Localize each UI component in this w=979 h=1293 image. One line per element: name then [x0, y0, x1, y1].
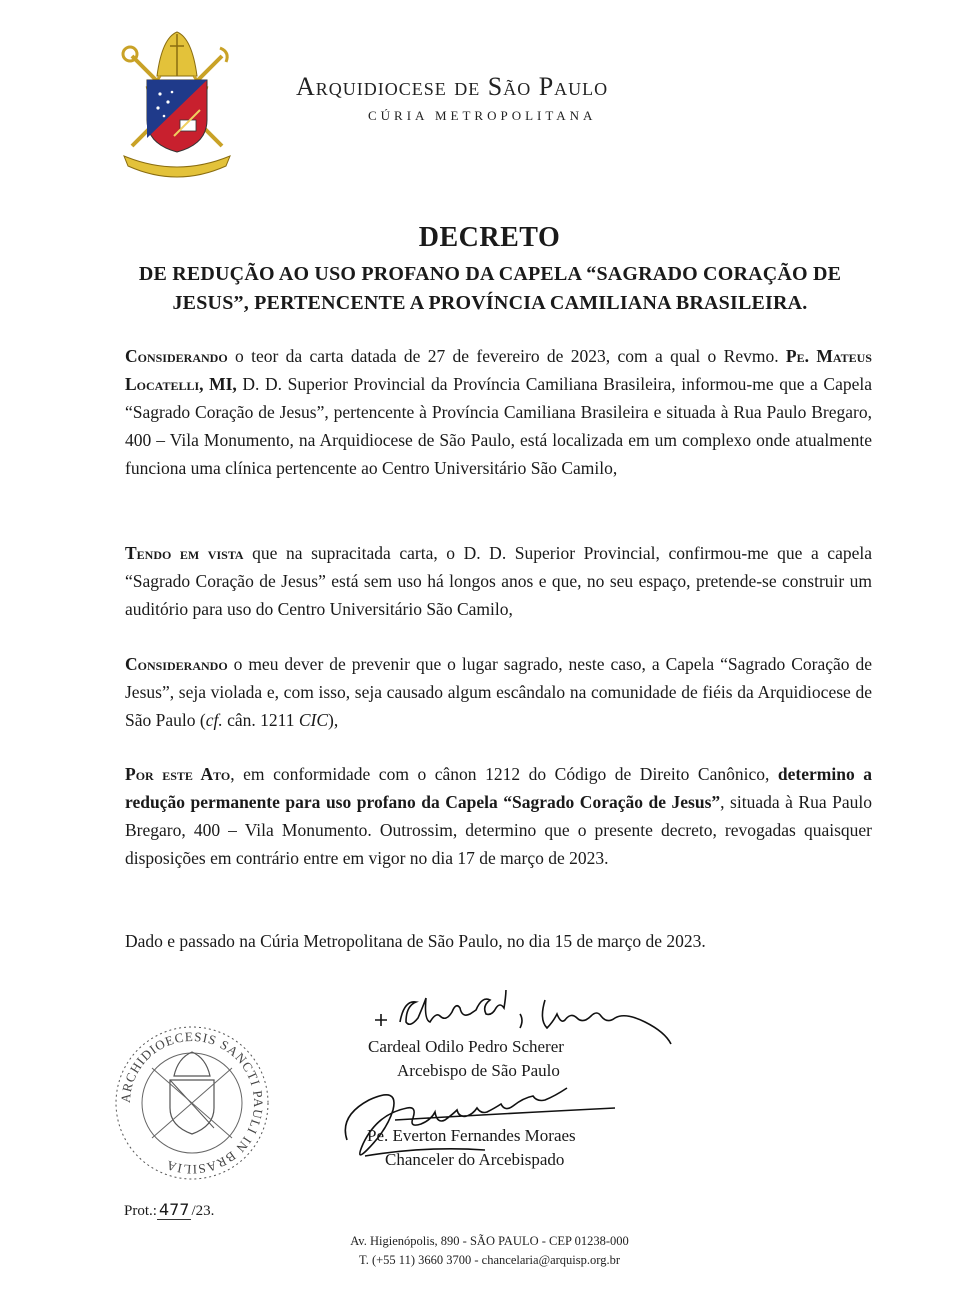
paragraph-lead: Considerando [125, 654, 228, 674]
signatory-1-name: Cardeal Odilo Pedro Scherer [368, 1037, 564, 1056]
signatory-2-name: Pe. Everton Fernandes Moraes [367, 1126, 576, 1145]
paragraph-considerando-2 [125, 650, 872, 734]
paragraph-lead: Tendo em vista [125, 543, 244, 563]
org-subtitle: CÚRIA METROPOLITANA [368, 108, 597, 123]
paragraph-lead: Por este Ato [125, 764, 231, 784]
cf-abbrev: cf. [205, 710, 223, 730]
paragraph-text: o teor da carta datada de 27 de fevereiro de 2023, com a qual o Revmo. [227, 346, 786, 366]
determination-text: determino a redução permanente para uso profano da Capela “Sagrado Coração de Jesus” [125, 764, 872, 812]
paragraph-text: o meu dever de prevenir que o lugar sagrado, neste caso, a Capela “Sagrado Coração de Jesus”, seja violada e, com isso, seja causado algum escândalo na comunidade de fiéis da Arquidiocese de São Paulo ( [125, 654, 872, 730]
protocol-label: Prot.: [124, 1203, 157, 1219]
protocol-handwritten-number: 477 [158, 1200, 190, 1219]
paragraph-text: ), [328, 710, 339, 730]
paragraph-considerando-1 [125, 342, 872, 482]
signatory-2-title: Chanceler do Arcebispado [385, 1150, 565, 1169]
org-title: Arquidiocese de São Paulo [296, 72, 609, 101]
cic-abbrev: CIC [298, 710, 329, 730]
protocol-number [124, 1200, 214, 1220]
decree-title: DECRETO [418, 222, 561, 253]
provincial-name: Pe. Mateus Locatelli, MI, [125, 346, 872, 394]
seal-text: ARCHIDIOECESIS SANCTI PAULI IN BRASILIA [117, 1028, 267, 1178]
footer-contact: T. (+55 11) 3660 3700 - chancelaria@arquisp.org.br [359, 1253, 620, 1267]
paragraph-dado-e-passado: Dado e passado na Cúria Metropolitana de São Paulo, no dia 15 de março de 2023. [125, 931, 706, 951]
signatory-1-title: Arcebispo de São Paulo [397, 1061, 560, 1080]
paragraph-text: D. D. Superior Provincial da Província Camiliana Brasileira, informou-me que a Capela “Sagrado Coração de Jesus”, pertencente à Província Camiliana Brasileira e situada à Rua Paulo Bregaro, 400 – Vila Monumento, na Arquidiocese de São Paulo, está localizada em um complexo onde atualmente funciona uma clínica pertencente ao Centro Universitário São Camilo, [125, 374, 873, 478]
paragraph-text: que na supracitada carta, o D. D. Superior Provincial, confirmou-me que a capela “Sagrado Coração de Jesus” está sem uso há longos anos e que, no seu espaço, pretende-se construir um auditório para uso do Centro Universitário São Camilo, [125, 543, 872, 619]
archdiocese-crest-icon [112, 28, 242, 178]
official-seal-icon [112, 1018, 272, 1188]
paragraph-text: , em conformidade com o cânon 1212 do Código de Direito Canônico, [230, 764, 778, 784]
paragraph-text: , situada à Rua Paulo Bregaro, 400 – Vila Monumento. Outrossim, determino que o presente decreto, revogadas quaisquer disposições em contrário entre em vigor no dia 17 de março de 2023. [125, 792, 873, 868]
paragraph-tendo-em-vista [125, 539, 872, 623]
paragraph-lead: Considerando [125, 346, 228, 366]
protocol-suffix: /23. [191, 1203, 215, 1219]
paragraph-text: cân. 1211 [222, 710, 299, 730]
footer-address: Av. Higienópolis, 890 - SÃO PAULO - CEP 01238-000 [350, 1234, 629, 1248]
paragraph-por-este-ato [125, 760, 872, 872]
decree-subtitle: DE REDUÇÃO AO USO PROFANO DA CAPELA “SAGRADO CORAÇÃO DE JESUS”, PERTENCENTE A PROVÍNCIA CAMILIANA BRASILEIRA. [138, 263, 842, 314]
